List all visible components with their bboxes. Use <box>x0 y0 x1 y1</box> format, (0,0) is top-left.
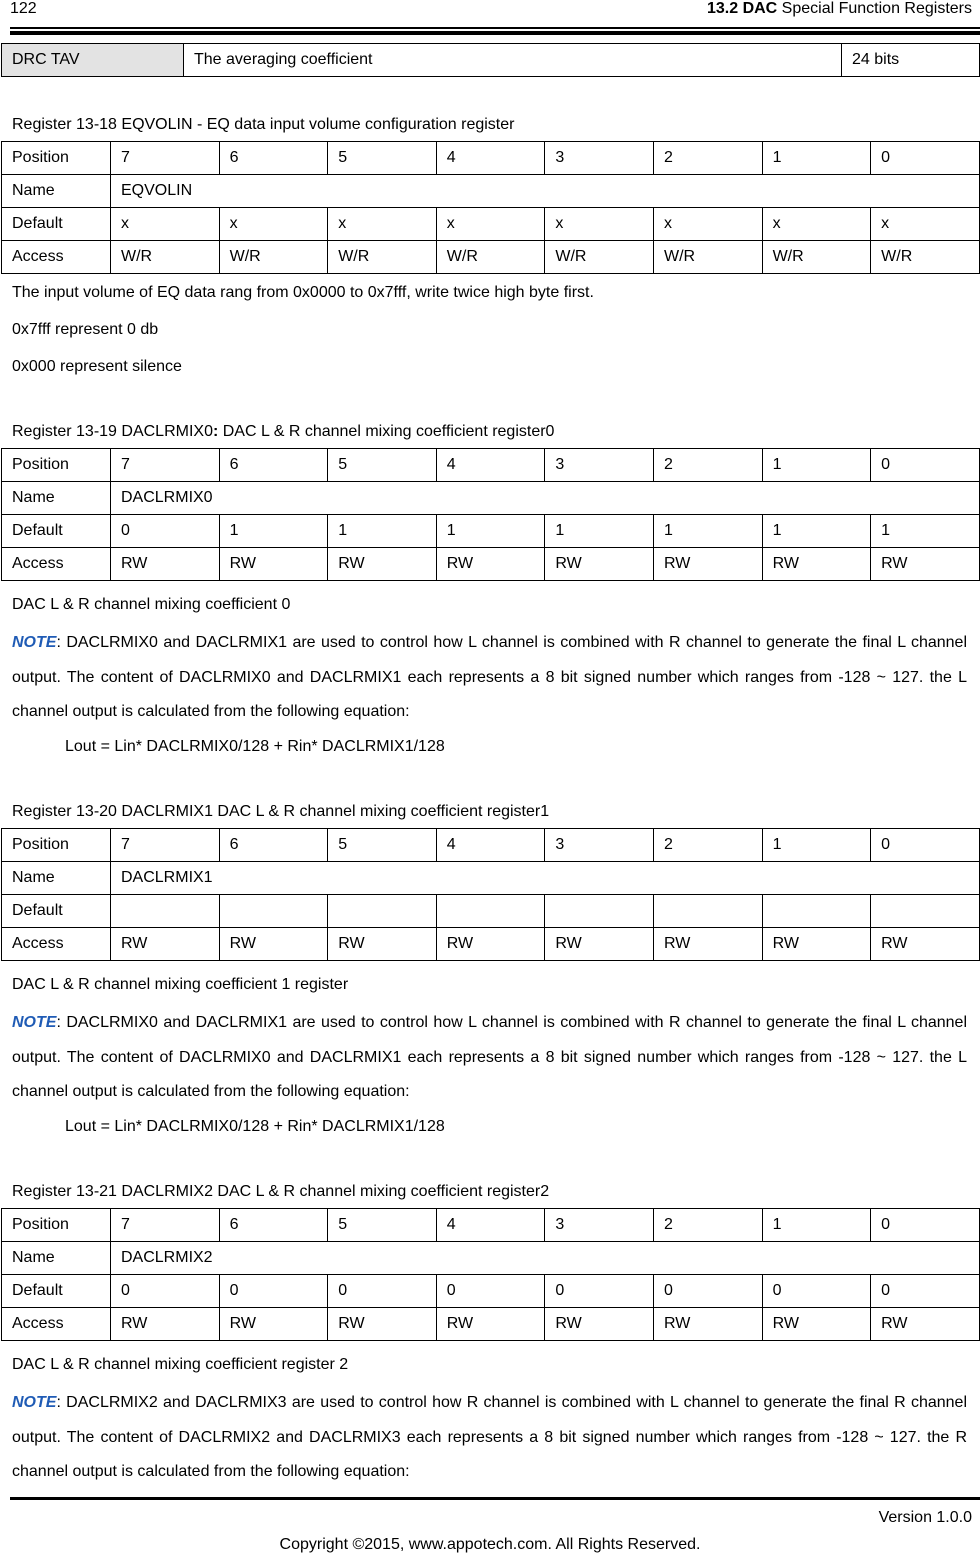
register-description: DAC L & R channel mixing coefficient register 2 <box>12 1356 349 1373</box>
bit-cell: 2 <box>653 1209 762 1242</box>
bit-cell: RW <box>653 928 762 961</box>
register-description: DAC L & R channel mixing coefficient 0 <box>12 596 291 613</box>
bit-cell: 1 <box>762 1209 871 1242</box>
bit-cell: RW <box>436 928 545 961</box>
bit-cell: RW <box>762 1308 871 1341</box>
register-name: DACLRMIX2 <box>111 1242 980 1275</box>
register-description: 0x7fff represent 0 db <box>12 321 159 338</box>
row-label: Name <box>2 482 111 515</box>
bit-cell: W/R <box>328 241 437 274</box>
bit-cell: RW <box>871 1308 980 1341</box>
table-row <box>2 44 980 77</box>
bit-cell: 2 <box>653 142 762 175</box>
register-table-daclrmix0 <box>1 448 980 581</box>
row-label: Default <box>2 1275 111 1308</box>
bit-cell: RW <box>111 1308 220 1341</box>
bit-cell: 0 <box>436 1275 545 1308</box>
bit-cell: 7 <box>111 142 220 175</box>
bit-cell: 1 <box>653 515 762 548</box>
register-description: 0x000 represent silence <box>12 358 182 375</box>
name-row <box>2 862 980 895</box>
bit-cell: RW <box>219 928 328 961</box>
bit-cell: 5 <box>328 829 437 862</box>
caption-post: DAC L & R channel mixing coefficient register0 <box>218 423 555 440</box>
bit-cell: 0 <box>111 515 220 548</box>
bit-cell: 5 <box>328 1209 437 1242</box>
header-rule <box>10 27 980 29</box>
bit-cell: x <box>219 208 328 241</box>
drc-size-cell: 24 bits <box>842 44 980 77</box>
bit-cell: RW <box>871 548 980 581</box>
bit-cell: 6 <box>219 1209 328 1242</box>
bit-cell: RW <box>545 928 654 961</box>
bit-cell: 0 <box>871 142 980 175</box>
bit-cell: 1 <box>545 515 654 548</box>
bit-cell: 0 <box>219 1275 328 1308</box>
bit-cell <box>219 895 328 928</box>
register-caption <box>12 423 554 441</box>
caption-colon: : <box>212 423 219 440</box>
bit-cell: 0 <box>653 1275 762 1308</box>
bit-cell <box>436 895 545 928</box>
drc-description-cell: The averaging coefficient <box>184 44 842 77</box>
register-description: DAC L & R channel mixing coefficient 1 register <box>12 976 349 993</box>
bit-cell: 1 <box>328 515 437 548</box>
register-table-daclrmix2 <box>1 1208 980 1341</box>
name-row <box>2 482 980 515</box>
footer-rule <box>10 1497 980 1500</box>
register-table-daclrmix1 <box>1 828 980 961</box>
note-paragraph <box>12 1006 967 1110</box>
name-row <box>2 1242 980 1275</box>
row-label: Position <box>2 1209 111 1242</box>
bit-cell: x <box>871 208 980 241</box>
note-text: : DACLRMIX2 and DACLRMIX3 are used to control how R channel is combined with L channel to generate the final R channel output. The content of DACLRMIX2 and DACLRMIX3 each represents a 8 bit signed number which ranges from -128 ~ 127. the R channel output is calculated from the following equation: <box>12 1394 967 1480</box>
bit-cell: 0 <box>762 1275 871 1308</box>
bit-cell: x <box>328 208 437 241</box>
default-row <box>2 895 980 928</box>
bit-cell: RW <box>436 1308 545 1341</box>
position-row <box>2 449 980 482</box>
bit-cell: 0 <box>328 1275 437 1308</box>
section-title-rest: Special Function Registers <box>777 0 972 17</box>
bit-cell: RW <box>328 548 437 581</box>
equation: Lout = Lin* DACLRMIX0/128 + Rin* DACLRMIX1/128 <box>65 1118 445 1135</box>
bit-cell: RW <box>219 1308 328 1341</box>
bit-cell: W/R <box>545 241 654 274</box>
position-row <box>2 142 980 175</box>
position-row <box>2 829 980 862</box>
section-title <box>707 0 972 18</box>
bit-cell: 5 <box>328 142 437 175</box>
bit-cell: RW <box>653 548 762 581</box>
bit-cell <box>111 895 220 928</box>
row-label: Position <box>2 142 111 175</box>
bit-cell: W/R <box>436 241 545 274</box>
bit-cell: 7 <box>111 829 220 862</box>
default-row <box>2 208 980 241</box>
row-label: Position <box>2 829 111 862</box>
bit-cell: RW <box>111 928 220 961</box>
bit-cell: 3 <box>545 142 654 175</box>
note-text: : DACLRMIX0 and DACLRMIX1 are used to control how L channel is combined with R channel to generate the final L channel output. The content of DACLRMIX0 and DACLRMIX1 each represents a 8 bit signed number which ranges from -128 ~ 127. the L channel output is calculated from the following equation: <box>12 1014 967 1100</box>
bit-cell: RW <box>328 1308 437 1341</box>
row-label: Access <box>2 1308 111 1341</box>
bit-cell: 1 <box>762 829 871 862</box>
bit-cell: 3 <box>545 449 654 482</box>
bit-cell: x <box>545 208 654 241</box>
bit-cell: 1 <box>762 142 871 175</box>
access-row <box>2 241 980 274</box>
bit-cell: x <box>762 208 871 241</box>
row-label: Default <box>2 208 111 241</box>
position-row <box>2 1209 980 1242</box>
section-title-bold: 13.2 DAC <box>706 0 778 17</box>
note-text: : DACLRMIX0 and DACLRMIX1 are used to control how L channel is combined with R channel to generate the final L channel output. The content of DACLRMIX0 and DACLRMIX1 each represents a 8 bit signed number which ranges from -128 ~ 127. the L channel output is calculated from the following equation: <box>12 634 967 720</box>
bit-cell: RW <box>219 548 328 581</box>
row-label: Access <box>2 928 111 961</box>
register-name: EQVOLIN <box>111 175 980 208</box>
bit-cell <box>328 895 437 928</box>
bit-cell: 0 <box>111 1275 220 1308</box>
bit-cell: 6 <box>219 142 328 175</box>
header-rule-thick <box>10 31 980 35</box>
register-description: The input volume of EQ data rang from 0x0000 to 0x7fff, write twice high byte first. <box>12 284 594 301</box>
bit-cell: 0 <box>871 1275 980 1308</box>
note-label: NOTE <box>12 1014 57 1031</box>
note-paragraph <box>12 1386 967 1490</box>
caption-pre: Register 13-19 DACLRMIX0 <box>12 423 213 440</box>
name-row <box>2 175 980 208</box>
bit-cell: 0 <box>871 829 980 862</box>
bit-cell <box>762 895 871 928</box>
register-caption: Register 13-18 EQVOLIN - EQ data input volume configuration register <box>12 116 515 133</box>
bit-cell: W/R <box>762 241 871 274</box>
bit-cell: 2 <box>653 829 762 862</box>
bit-cell: x <box>436 208 545 241</box>
bit-cell: RW <box>545 548 654 581</box>
bit-cell: RW <box>762 928 871 961</box>
drc-name-cell: DRC TAV <box>2 44 184 77</box>
bit-cell: RW <box>653 1308 762 1341</box>
bit-cell: 4 <box>436 449 545 482</box>
bit-cell: RW <box>328 928 437 961</box>
bit-cell <box>653 895 762 928</box>
bit-cell: 3 <box>545 1209 654 1242</box>
access-row <box>2 928 980 961</box>
bit-cell: 1 <box>436 515 545 548</box>
row-label: Access <box>2 241 111 274</box>
version-label: Version 1.0.0 <box>878 1509 972 1526</box>
bit-cell: 1 <box>871 515 980 548</box>
bit-cell: W/R <box>653 241 762 274</box>
bit-cell <box>871 895 980 928</box>
register-name: DACLRMIX0 <box>111 482 980 515</box>
bit-cell: 2 <box>653 449 762 482</box>
bit-cell: 4 <box>436 142 545 175</box>
bit-cell: 6 <box>219 449 328 482</box>
bit-cell: 0 <box>871 1209 980 1242</box>
bit-cell: RW <box>436 548 545 581</box>
bit-cell: x <box>111 208 220 241</box>
bit-cell <box>545 895 654 928</box>
note-label: NOTE <box>12 634 57 651</box>
bit-cell: W/R <box>871 241 980 274</box>
bit-cell: RW <box>762 548 871 581</box>
bit-cell: 4 <box>436 829 545 862</box>
note-paragraph <box>12 626 967 730</box>
access-row <box>2 548 980 581</box>
default-row <box>2 515 980 548</box>
bit-cell: W/R <box>111 241 220 274</box>
bit-cell: 7 <box>111 449 220 482</box>
note-label: NOTE <box>12 1394 57 1411</box>
row-label: Name <box>2 175 111 208</box>
page-number: 122 <box>10 0 37 17</box>
bit-cell: RW <box>545 1308 654 1341</box>
access-row <box>2 1308 980 1341</box>
equation: Lout = Lin* DACLRMIX0/128 + Rin* DACLRMIX1/128 <box>65 738 445 755</box>
bit-cell: 4 <box>436 1209 545 1242</box>
bit-cell: x <box>653 208 762 241</box>
row-label: Name <box>2 1242 111 1275</box>
register-name: DACLRMIX1 <box>111 862 980 895</box>
bit-cell: RW <box>111 548 220 581</box>
row-label: Default <box>2 895 111 928</box>
bit-cell: 0 <box>545 1275 654 1308</box>
bit-cell: 1 <box>219 515 328 548</box>
bit-cell: RW <box>871 928 980 961</box>
row-label: Position <box>2 449 111 482</box>
copyright-text: Copyright ©2015, www.appotech.com. All Rights Reserved. <box>279 1536 701 1553</box>
bit-cell: 7 <box>111 1209 220 1242</box>
default-row <box>2 1275 980 1308</box>
register-caption: Register 13-21 DACLRMIX2 DAC L & R channel mixing coefficient register2 <box>12 1183 550 1200</box>
register-caption: Register 13-20 DACLRMIX1 DAC L & R channel mixing coefficient register1 <box>12 803 550 820</box>
bit-cell: 1 <box>762 515 871 548</box>
row-label: Access <box>2 548 111 581</box>
bit-cell: 6 <box>219 829 328 862</box>
bit-cell: 5 <box>328 449 437 482</box>
bit-cell: 1 <box>762 449 871 482</box>
row-label: Default <box>2 515 111 548</box>
drc-tav-table <box>1 43 980 77</box>
bit-cell: 3 <box>545 829 654 862</box>
register-table-eqvolin <box>1 141 980 274</box>
bit-cell: W/R <box>219 241 328 274</box>
row-label: Name <box>2 862 111 895</box>
bit-cell: 0 <box>871 449 980 482</box>
